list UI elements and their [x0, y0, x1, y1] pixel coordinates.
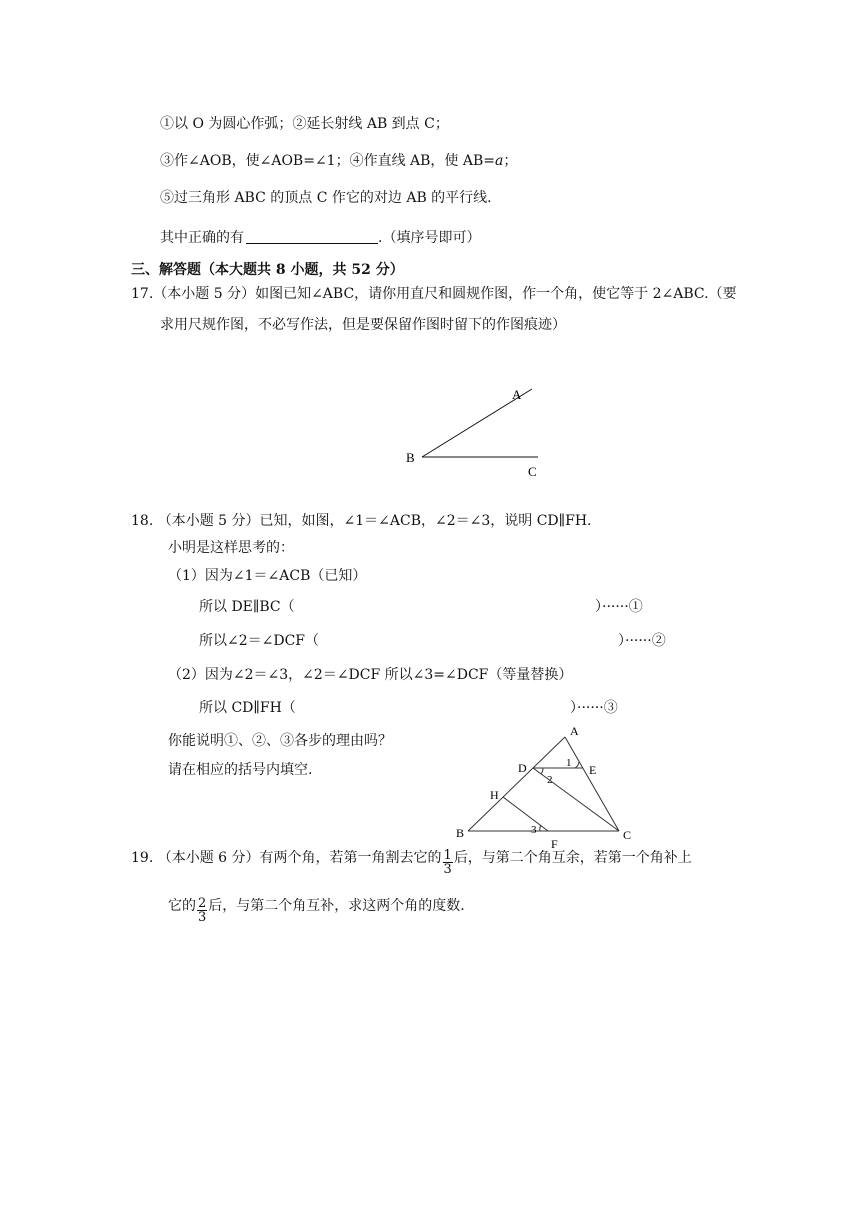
- fraction-2-numerator: 2: [198, 896, 207, 911]
- q17-angle-figure: [395, 380, 555, 485]
- label-b: B: [406, 450, 415, 465]
- q16-answer-blank[interactable]: [246, 229, 378, 244]
- q18-line-1: 18. （本小题 5 分）已知，如图，∠1＝∠ACB，∠2＝∠3，说明 CD∥FH.: [131, 513, 592, 529]
- q17-line-2: 求用尺规作图，不必写作法，但是要保留作图时留下的作图痕迹）: [160, 317, 566, 333]
- label-a: A: [512, 387, 522, 402]
- label-a: A: [570, 724, 579, 738]
- fraction-1-numerator: 1: [443, 848, 452, 863]
- q18-line-7-end: ）······③: [570, 700, 618, 716]
- q16-answer-prefix: 其中正确的有: [160, 230, 244, 246]
- angle-3-label: 3: [531, 824, 537, 836]
- q19-line-2-text: 它的: [168, 898, 196, 914]
- q16-option-line-1: ①以 O 为圆心作弧；②延长射线 AB 到点 C；: [160, 116, 449, 132]
- q18-line-3: （1）因为∠1＝∠ACB（已知）: [168, 568, 367, 584]
- q18-line-5: 所以∠2＝∠DCF（: [199, 633, 320, 649]
- q16-option-line-2-text: ③作∠AOB，使∠AOB=∠1；④作直线 AB，使 AB=: [160, 153, 496, 169]
- q16-option-line-2-end: ；: [503, 153, 518, 169]
- q16-variable-a: a: [495, 153, 504, 169]
- q18-line-4-end: ）······①: [595, 599, 643, 615]
- q18-line-7: 所以 CD∥FH（: [199, 700, 296, 716]
- q16-answer-suffix: .（填序号即可）: [378, 230, 481, 246]
- angle-3-arc: [540, 825, 541, 831]
- label-c: C: [623, 828, 632, 842]
- q19-line-2: [168, 897, 465, 924]
- q19-line-1: [131, 849, 692, 876]
- label-e: E: [589, 763, 597, 777]
- fraction-2-denominator: 3: [198, 910, 207, 925]
- angle-2-arc: [541, 768, 543, 774]
- segment-dc: [533, 768, 619, 831]
- fraction-two-thirds: [197, 897, 207, 924]
- label-b: B: [456, 826, 465, 840]
- segment-hf: [503, 797, 548, 831]
- q18-line-6: （2）因为∠2＝∠3，∠2＝∠DCF 所以∠3=∠DCF（等量替换）: [168, 667, 573, 683]
- angle-1-label: 1: [566, 757, 572, 769]
- q18-triangle-figure: [450, 722, 640, 852]
- angle-2-label: 2: [547, 774, 553, 786]
- q19-line-2-end: 后，与第二个角互补，求这两个角的度数.: [208, 898, 465, 914]
- q18-line-2: 小明是这样思考的：: [168, 540, 294, 556]
- q18-line-9: 请在相应的括号内填空.: [168, 762, 313, 778]
- angle-1-arc: [575, 762, 579, 768]
- label-f: F: [551, 837, 558, 851]
- q18-line-8: 你能说明①、②、③各步的理由吗？: [168, 733, 392, 749]
- fraction-one-third: [443, 849, 453, 876]
- q18-line-4: 所以 DE∥BC（: [199, 599, 295, 615]
- q16-answer-line: [160, 229, 480, 247]
- q16-option-line-2: [160, 152, 517, 170]
- q16-option-line-3: ⑤过三角形 ABC 的顶点 C 作它的对边 AB 的平行线.: [160, 190, 492, 206]
- fraction-1-denominator: 3: [443, 862, 452, 877]
- q17-line-1: 17.（本小题 5 分）如图已知∠ABC，请你用直尺和圆规作图，作一个角，使它等于 2∠ABC.（要: [131, 286, 737, 302]
- q19-line-1-text: 19. （本小题 6 分）有两个角，若第一角割去它的: [131, 850, 442, 866]
- label-d: D: [518, 761, 527, 775]
- label-c: C: [528, 464, 537, 479]
- side-ac: [565, 737, 619, 831]
- label-h: H: [490, 788, 499, 802]
- q19-line-1-end: 后，与第二个角互余，若第一个角补上: [453, 850, 692, 866]
- section-3-heading: 三、解答题（本大题共 8 小题，共 52 分）: [131, 262, 404, 278]
- q18-line-5-end: ）······②: [618, 633, 666, 649]
